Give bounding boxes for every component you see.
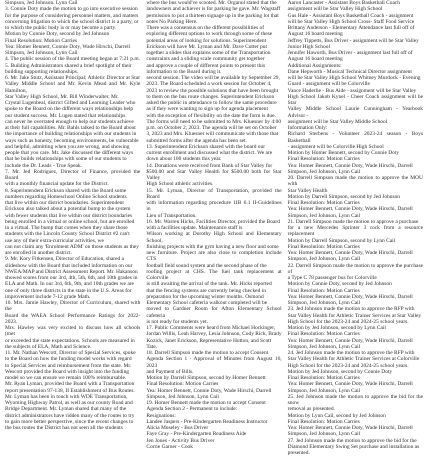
text-line: Final Resolution: Motion Carries	[287, 156, 360, 163]
text-line: Additional Assignments:	[287, 62, 342, 69]
text-line: Star Valley High School, Mr. Bill Winderwalter, Mr.	[5, 93, 119, 100]
text-line: 16. Mr. Warren Hicks, Facilities Director, provided the Board	[146, 218, 280, 225]
text-line: Final Resolution: Motion Carries	[287, 418, 360, 425]
text-line: Elementary School cafeteria walkout completed will be	[146, 300, 268, 306]
text-line: The forms will need to be submitted to Mrs. Kluesner by 4:00	[146, 118, 282, 125]
text-line: people that you care. Mr. Jake discussed the different ways	[5, 150, 134, 156]
text-line: High School for the 2023-24 and 2024-25 school years.	[287, 318, 409, 325]
text-line: assignment will be Star Valley High School	[287, 6, 383, 13]
text-line: 2023. The Board scheduled a work session for October 4,	[146, 81, 272, 88]
text-line: Motion by Homer Bennett, second by Connie Doty	[287, 150, 400, 156]
text-line: down about 100 students this year.	[146, 156, 222, 163]
text-line: together a slides that explains some of the Transportation	[146, 50, 271, 56]
text-line: Vance Haderlie - Bus Aide - assignment will be Star Valley	[287, 87, 417, 94]
text-line: permission to put a thirteen signage up in the parking lot that	[146, 12, 279, 19]
text-line: Motion by Jed Johnson, second by Connie Doty	[287, 368, 393, 375]
text-line: a Type C 78 passenger bus for Colorville	[287, 275, 377, 281]
text-line: to gain more better perspective, since the recent changes to	[5, 418, 134, 425]
text-line: 20. Darrell Simpson made the motion to approve the MOU with	[287, 175, 423, 188]
text-line: Tate.	[146, 343, 157, 350]
text-line: There was a consensus on the different possibilities of	[146, 25, 265, 31]
text-line: Wilson working at Dorothy High School and Elementary School,	[146, 231, 282, 244]
text-line: submitted forms after the agenda has been set.	[146, 137, 247, 144]
text-line: Resignations:	[146, 412, 176, 419]
text-line: Jordan Willis, Leah Harvey, Lesia Johnson, Cody Rick, Brady	[146, 331, 282, 338]
text-line: with a monthly financial update for the District.	[5, 181, 109, 188]
text-line: and approve a couple of different points to present this	[146, 62, 266, 69]
text-line: preparation for the upcoming winter months. Osmond	[146, 293, 264, 300]
text-line: Erickson will have Mr. Lyman and Mr. Dave Cutter put	[146, 43, 267, 50]
text-line: Simpson, Jed Johnson, Lynn Cail	[287, 300, 361, 306]
text-line: p.m. on October 2, 2023. The agenda will be set on October	[146, 125, 277, 131]
text-line: 21. Darrell Simpson made the motion to approve a purchase	[287, 218, 419, 225]
text-line: use any of their extra-curricular activities, we	[5, 237, 104, 244]
text-line: 6. Mr. Jake Stutz, Assistant Principal; Athletic Director at Star	[5, 75, 141, 81]
text-line: 9. Mr. Kory Fitkensen, Director of Education, shared a	[5, 256, 124, 263]
text-line: and helpful, admitting when you are wrong, and showing	[5, 143, 130, 150]
text-line: Faye Gray - Pre-Kindergarten Readiness Aide	[146, 431, 247, 438]
text-line: with the exception of flexibility on the date the form is due.	[146, 112, 276, 119]
text-line: Yea: Homer Bennett, Connie Doty, Wade Hirschi, Darrell	[287, 206, 413, 213]
text-line: Motion by Lynn Cail, second by Jed Johnson	[287, 412, 386, 419]
text-line: are enrolled in another district.	[5, 250, 72, 256]
text-line: Guard - assignment will be Colorville	[287, 81, 370, 88]
text-line: High School Jakob Kynel - Cheer Coach assignment will be Star	[287, 93, 423, 106]
text-line: Yea: Homer Bennett, Connie Doty, Wade Hirschi, Darrell	[287, 293, 413, 300]
text-line: Richard Sterbens - Volunteer 2023-24 season - Boys Basketball	[287, 131, 423, 144]
text-line: model so we can ensure we remain 100% reimbursable.	[5, 375, 127, 381]
text-line: our student success. Mr. Lugen stated that relationships	[5, 112, 126, 119]
text-line: potential areas of looking for solutions. Superintendent	[146, 37, 267, 44]
text-line: 3, 2023 and Mrs. Kluesner will communicate with those that	[146, 131, 279, 138]
text-line: August 16 board meeting	[287, 56, 343, 63]
text-line: Simpson, Jed Johnson, Lynn Cail	[287, 343, 361, 350]
text-line: Motion by Darrell Simpson, second by Jed Johnson	[287, 193, 401, 200]
text-line: Valley Middle School Laurie Cunningham - Yearbook Advisor -	[287, 106, 423, 119]
text-line: with a facilities update. Maintenance staff is	[146, 225, 243, 231]
text-line: Erickson also talked about a potential bump to the system	[5, 206, 131, 213]
text-line: 23. Jed Johnson made the motion to approve the RFP with	[287, 306, 415, 313]
column-left	[5, 0, 141, 431]
text-line: Kozick, Janet Erickson, Representative Hutton, and Scott	[146, 337, 272, 344]
text-line: the importance of building relationships with our students in	[5, 131, 137, 138]
text-line: Simpson, Jed Johnson, Lynn Cail	[287, 168, 361, 175]
text-line: showed scores from our 3rd, 4th, 5th, 6th, and 10th grades in	[5, 275, 138, 281]
text-line: spoke to the Board on the different ways relationships help	[5, 106, 134, 113]
text-line: notes No Parking Here.	[146, 18, 198, 25]
text-line: in a virtual. The bump that comes when they share those	[5, 225, 128, 231]
text-line: presented.	[287, 450, 310, 456]
text-line: 27. Jed Johnson made the motion to approve the bid for the	[287, 437, 417, 444]
text-line: Jennifer Haworth, Bus Driver - assignment last full off of	[287, 50, 413, 56]
text-line: Valley Middle School and Mr. Kevin Mead and Mr. Kyle Hamilton,	[5, 81, 141, 94]
text-line: report presentation 97-138, II Establishment of Bus Routes.	[5, 387, 135, 394]
text-line: Brittany Anderson - Elementary Attendance last full off of	[287, 25, 415, 31]
text-line: district administrators have ridden many of the routes to try	[5, 412, 135, 419]
text-line: Final Resolution: Motion Carries	[146, 381, 219, 388]
text-line: current enrollment and discussed what the district. We are	[146, 150, 273, 156]
text-line: $500.00 and Star Valley Health for $500.00 both for Star Valley	[146, 168, 282, 181]
text-line: Wescott provided the Board with insight into the funding	[5, 368, 130, 375]
text-line: Lieu of Transportation.	[146, 212, 197, 219]
text-line: Alicia Moseley - Bus Driver	[146, 425, 209, 431]
column-right	[287, 0, 423, 456]
text-line: or exceeded the state expectations. Schools are measured in	[5, 337, 135, 344]
text-line: 7. Mr. Jed Rodriguez, Director of Finance, provided the Board	[5, 168, 141, 181]
text-line: Landee Jaspers - Pre-Kindergarten Readiness Instructor	[146, 418, 268, 425]
text-line: Mr. Lyman has been in touch with WDE Transportation,	[5, 393, 128, 400]
text-line: to Special Services and reimbursement from the state. Mr.	[5, 362, 132, 369]
text-line: moved to Gardner Room for Afton Elementary School cafeteria	[146, 306, 282, 319]
text-line: Motion by Connie Doty, second by Jed Johnson	[287, 281, 392, 288]
text-line: 19. Homer Bennett made the motion to accept Consent	[146, 400, 266, 406]
text-line: Final Resolution: Motion Carries	[287, 375, 360, 381]
text-line: as if they were wanting to sign up for agenda placement	[146, 106, 269, 113]
text-line: Yea: Homer Bennett, Connie Doty, Wade Hirschi, Darrell	[287, 381, 413, 388]
text-line: that live within our district boundaries. Superintendent	[5, 200, 124, 206]
text-line: August 16 board meeting	[287, 31, 343, 38]
text-line: Final Resolution: Motion Carries	[5, 37, 78, 44]
text-line: second session. The video will be available by September 29,	[146, 75, 280, 81]
text-line: that the fencing systems are currently being checked in	[146, 287, 266, 294]
text-line: will be Star Valley High School Whitney Murdock - Evening	[287, 75, 421, 81]
text-line: Yea: Homer Bennett, Connie Doty, Wade Hirschi, Darrell	[287, 425, 413, 431]
text-line: is not ready for students yet.	[146, 318, 208, 325]
text-line: being enrolled in a virtual or online school, but are enrolled	[5, 218, 135, 225]
text-line: Information Only:	[287, 125, 328, 131]
text-line: 8. Superintendent Erickson shared with the Board some	[5, 187, 127, 194]
text-line: Motion by Jed Johnson, second by Lynn Cail	[287, 325, 386, 331]
text-line: 25. Jed Johnson made the motion to approve the bid for the snow	[287, 393, 423, 406]
text-line: Yea: Homer Bennett, Connie Doty, Wade Hirschi, Darrell	[287, 250, 413, 256]
text-line: 13. Superintendent Erickson shared with the board our	[146, 143, 266, 150]
text-line: Jen Jones - Activity Bus Driver	[146, 437, 215, 444]
text-line: 18. Darrell Simpson made the motion to accept Consent	[146, 350, 269, 356]
text-line: assignment will be Star Valley Middle School	[287, 118, 388, 125]
text-line: concerning litigation to which the school district is a party, or	[5, 18, 139, 25]
text-line: 22. Darrell Simpson made the motion to approve the purchase of	[287, 262, 423, 275]
text-line: Wyoming Highway Patrol, as well as our county Road and	[5, 400, 133, 406]
text-line: Gus Hale - Assistant Boys Basketball Coach - assignment	[287, 12, 414, 19]
text-line: ELA and Math. In our 3rd, 6th, 9th, and 10th grades we are	[5, 281, 134, 288]
text-line: Simpson, Jed Johnson, Lynn Cail	[287, 431, 361, 438]
text-line: that he builds relationships with some of our students to	[5, 156, 127, 163]
text-line: Junior High School	[287, 43, 330, 50]
text-line: is still awaiting the arrival of the tank. Mr. Hicks reported	[146, 281, 272, 288]
text-line: Motion by Darrell Simpson, second by Lynn Cail	[287, 237, 396, 244]
text-line: ways such as honesty, becoming environments, be vulnerable	[5, 137, 139, 144]
text-line: landowners and achiever is for parking he gave. Mr. Wagstaff	[146, 6, 281, 13]
text-line: Yea: Homer Bennett, Connie Doty, Wade Hirschi, Darrell	[5, 43, 131, 50]
text-line: High School athletic activities.	[146, 181, 214, 188]
text-line: Final Resolution: Motion Carries	[287, 287, 360, 294]
text-line: building supporting relationships.	[5, 68, 79, 75]
text-line: the subjects of ELA, Math and Science.	[5, 343, 92, 350]
text-line: Yea: Homer Bennett, Connie Doty, Wade Hirschi, Darrell	[287, 162, 413, 169]
text-line: Aaron Lancaster - Assistant Boys Basketball Coach	[287, 0, 401, 6]
text-line: Simpson, Jed Johnson, Lynn Cail	[287, 212, 361, 219]
text-line: Jeffrey Tippetts, Bus Driver - assignment will be Star Valley	[287, 37, 419, 44]
text-line: Board the WAEA School Performance Ratings for 2022-2023.	[5, 312, 141, 325]
text-line: Yea: Homer Bennett, Connie Doty, Wade Hirschi, Darrell	[146, 387, 272, 394]
text-line: students with the Lincoln County School District #2 can't	[5, 231, 130, 238]
text-line: Final Resolution: Motion Carries	[287, 243, 360, 250]
text-line: Simpson, Jed Johnson. Lynn Cail	[5, 0, 78, 6]
text-line: 17. Public Comments were heard from Michael Hockinger,	[146, 325, 276, 331]
text-line: Final Resolution: Motion Carries	[287, 331, 360, 338]
text-line: Bridge Department. Mr. Lyman shared that many of the	[5, 406, 127, 413]
text-line: NWEA/MAP and District Assessment Report. Mr. Hakanson	[5, 268, 138, 275]
text-line: Mrs. Hawley was very excited to discuss how all schools (met	[5, 325, 141, 338]
text-line: Yea: Homer Bennett, Connie Doty, Wade Hirschi, Darrell	[287, 337, 413, 344]
text-line: slideshow with the Board that included information on our	[5, 262, 133, 269]
text-line: Motion by Darrell Simpson, second by Homer Bennett	[146, 375, 266, 381]
text-line: include the Dr. Leads - True Speak.	[5, 162, 83, 169]
text-line: with fewer students that live within our district boundaries	[5, 212, 133, 219]
text-line: to them on the bus route changes. Superintendent Erickson	[146, 93, 275, 100]
text-line: 4. The public session of the Board meeting began at 7:21 p.m.	[5, 56, 140, 63]
text-line: one of only three districts in the state in the U.S. Areas for	[5, 287, 132, 294]
text-line: Diamond Elementary Swing Set purchase and installation as	[287, 443, 420, 450]
text-line: removal as presented.	[287, 406, 335, 413]
text-line: 11. Mr. Nathan Wescott, Director of Special Services, spoke	[5, 350, 136, 356]
text-line: can never be overrated enough to help our students achieve	[5, 118, 134, 125]
text-line: and Payment of Bills.	[146, 368, 194, 375]
text-line: 10. Mrs. Jamie Hawley, Director of Curriculum, shared with the	[5, 300, 141, 313]
text-line: Star Valley Health for Athletic Trainer Services at Colorville	[287, 356, 420, 363]
column-middle	[146, 0, 282, 450]
text-line: finishing projects with the gym having a new floor and some	[146, 243, 279, 250]
text-line: 3. Connie Doty made the motion to go into executive session	[5, 6, 138, 13]
text-line: asked the public in attendance to follow the same procedure	[146, 100, 277, 106]
text-line: with information regarding procedure 1IB 6.1 II-Guidelines in	[146, 200, 282, 213]
text-line: Simpson, Jed Johnson, Lynn Cail	[287, 387, 361, 394]
text-line: Simpson, Jed Johnson, Lynn Cail	[287, 256, 361, 263]
text-line: to which the public body is or may become a party.	[5, 25, 117, 31]
text-line: information to the Board during it.	[146, 68, 222, 75]
text-line: Star Valley Health for Athletic Trainer Services at Star Valley	[287, 312, 422, 319]
text-line: Star Valley Health	[287, 187, 328, 194]
text-line: Simpson, Jed Johnson, Lynn Cail	[146, 393, 219, 400]
text-line: improvement include 7-12 grade Math.	[5, 293, 91, 300]
text-line: to the Board on how the funding model works with regard	[5, 356, 132, 363]
text-line: Dane Hepworth - Musical Technical Director assignment	[287, 68, 412, 75]
text-line: football field sound system and the second phase of the	[146, 262, 267, 269]
text-line: Agenda Section 1 - Approval of Minutes from August 16, 2023	[146, 356, 282, 369]
text-line: Agenda Section 2 - Permanent to include:	[146, 406, 238, 413]
text-line: can not claim any 'Enrolment ADM' on those students as they	[5, 243, 139, 250]
text-line: 2023 to review the possible solutions that have been brought	[146, 87, 279, 94]
text-line: Final Resolution: Motion Carries	[287, 200, 360, 206]
text-line: Motion by Connie Doty, second by Jed Johnson	[5, 31, 110, 38]
text-line: 24. Jed Johnson made the motion to approve the RFP with	[287, 350, 415, 356]
text-line: for a new Mercedes Sprinter 3 rock from a resource replacement	[287, 225, 423, 238]
text-line: Corrie Garner - Cook	[146, 443, 193, 450]
text-line: - assignment will be Colorville High School	[287, 143, 384, 150]
text-line: 5. Building Administrators shared a brief spotlight of their	[5, 62, 132, 69]
text-line: the bus routes the District has not seen all the students	[5, 425, 123, 431]
text-line: High School for the 2023-24 and 2024-25 school years.	[287, 362, 409, 369]
text-line: Mr. Ryan Lyman, provided the Board with a Transportation	[5, 381, 135, 388]
text-line: Crystal Lugenbeal, district Gifted and Learning Leader who	[5, 100, 136, 106]
text-line: exploring different options to work through some of these	[146, 31, 273, 38]
text-line: at their full capabilities. Mr. Bahls talked to the Board about	[5, 125, 136, 131]
text-line: 14. Donations were received from Bank of Star Valley for	[146, 162, 273, 169]
text-line: roofing project at CHS. The fuel tank replacement at Colorville	[146, 268, 282, 281]
text-line: 15. Mr. Lyman, Director of Transportation, provided the Board	[146, 187, 282, 200]
text-line: constraints and a sliding scale community get together	[146, 56, 265, 63]
text-line: will be Star Valley High School Cross- Staff Food Service	[287, 18, 415, 25]
text-line: for the purpose of considering personnel matters, and matters	[5, 12, 139, 19]
text-line: Simpson, Jed Johnson, Lynn Cail	[5, 50, 78, 56]
text-line: new furniture. Project are also close to completion include CTS	[146, 250, 282, 263]
text-line: numbers regarding Homeschool Online School students	[5, 193, 127, 200]
text-line: where the bus would've scooted. Mr. Organol stated that the	[146, 0, 277, 6]
